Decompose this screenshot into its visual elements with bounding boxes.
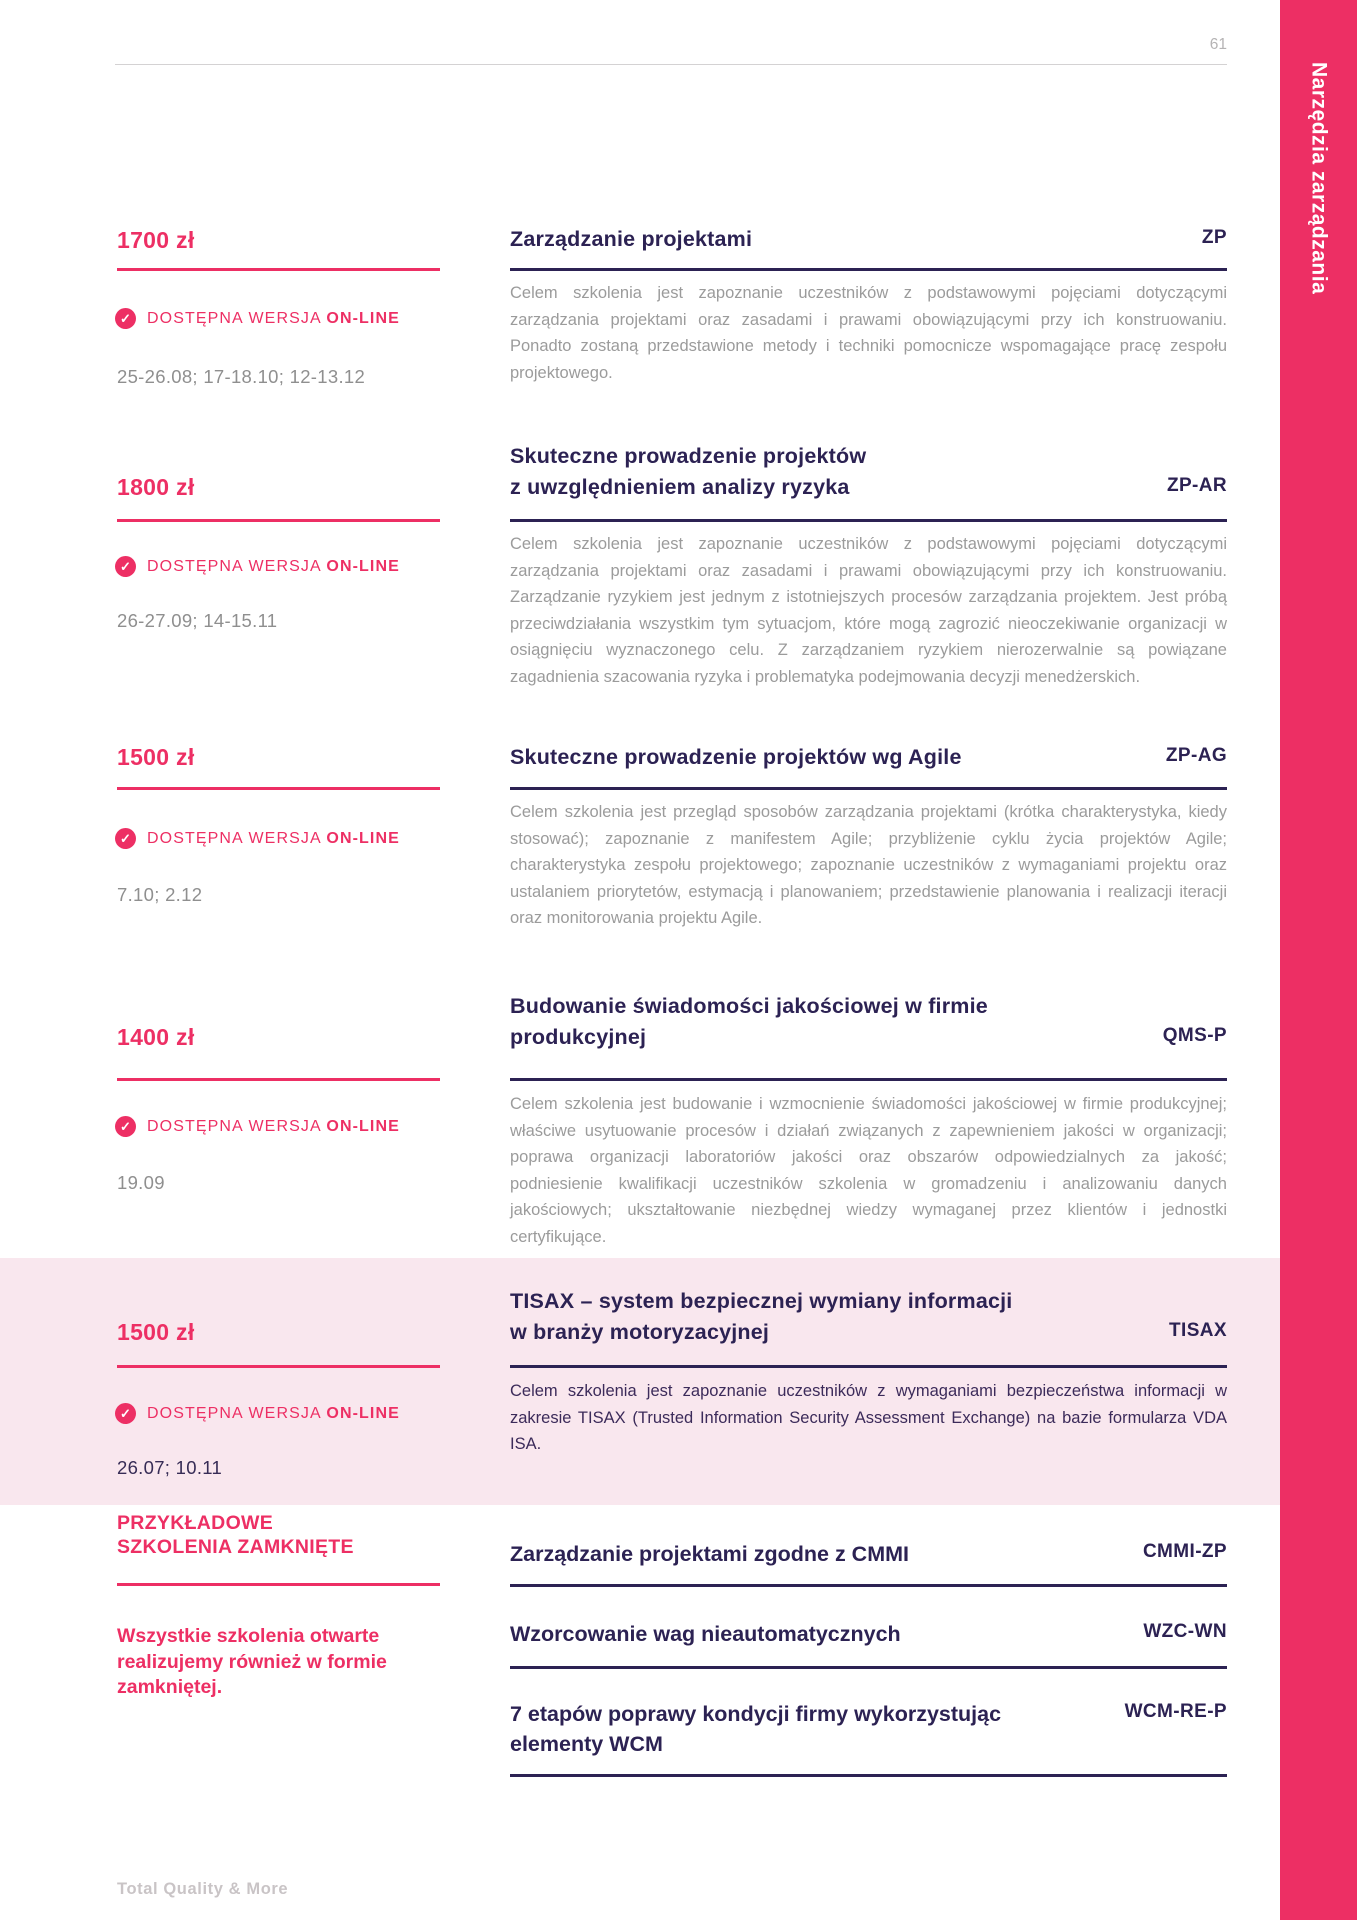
price-divider (117, 268, 440, 271)
check-icon: ✓ (115, 828, 136, 849)
price-divider (117, 787, 440, 790)
availability-label: DOSTĘPNA WERSJA ON-LINE (147, 829, 400, 847)
course-dates: 25-26.08; 17-18.10; 12-13.12 (117, 366, 366, 387)
check-icon: ✓ (115, 1116, 136, 1137)
course-price: 1700 zł (117, 227, 195, 253)
course-code: ZP-AR (1166, 475, 1227, 496)
availability-row (115, 556, 400, 577)
check-icon: ✓ (115, 1403, 136, 1424)
category-label: Narzędzia zarządzania (1307, 62, 1331, 295)
course-title: Skuteczne prowadzenie projektów z uwzględnieniem analizy ryzyka (510, 444, 867, 499)
course-dates: 19.09 (117, 1172, 165, 1193)
title-divider (510, 1365, 1227, 1368)
closed-training-code: WZC-WN (1143, 1621, 1227, 1642)
course-dates: 26.07; 10.11 (117, 1457, 223, 1478)
course-description: Celem szkolenia jest zapoznanie uczestników z wymaganiami bezpieczeństwa informacji w zakresie TISAX (Trusted Information Security Assessment Exchange) na bazie formularza VDA ISA. (510, 1382, 1227, 1454)
course-price: 1500 zł (117, 1319, 195, 1345)
course-code: ZP-AG (1165, 745, 1227, 766)
category-sidebar (1280, 0, 1357, 1920)
course-title: Zarządzanie projektami (510, 227, 753, 251)
closed-training-code: WCM-RE-P (1124, 1701, 1227, 1722)
course-description: Celem szkolenia jest zapoznanie uczestników z podstawowymi pojęciami dotyczącymi zarządzania projektami oraz zasadami i prawami obowiązującymi przy ich konstruowaniu. Zarządzanie ryzykiem jest jednym z istotniejszych procesów zarządzania projektem. Jest próbą przeciwdziałania wszystkim tym sytuacjom, które mogą zagrozić nieoczekiwanie organizacji w osiągnięciu wyznaczonego celu. Z zarządzaniem ryzykiem nierozerwalnie są powiązane zagadnienia szacowania ryzyka i problematyka podejmowania decyzji menedżerskich. (510, 535, 1227, 686)
title-divider (510, 1078, 1227, 1081)
closed-training-code: CMMI-ZP (1142, 1541, 1227, 1562)
title-divider (510, 787, 1227, 790)
price-divider (117, 1365, 440, 1368)
row-divider (510, 1666, 1227, 1669)
availability-row (115, 828, 400, 849)
course-title: Budowanie świadomości jakościowej w firmie produkcyjnej (510, 994, 988, 1049)
course-code: QMS-P (1162, 1025, 1227, 1046)
availability-row (115, 308, 400, 329)
title-divider (510, 519, 1227, 522)
course-code: ZP (1201, 227, 1227, 248)
row-divider (510, 1774, 1227, 1777)
closed-training-title: Wzorcowanie wag nieautomatycznych (510, 1622, 901, 1646)
course-dates: 26-27.09; 14-15.11 (117, 610, 278, 631)
header-rule (115, 64, 1227, 65)
check-icon: ✓ (115, 308, 136, 329)
closed-trainings-note: Wszystkie szkolenia otwarte realizujemy również w formie zamkniętej. (117, 1625, 387, 1698)
availability-label: DOSTĘPNA WERSJA ON-LINE (147, 1404, 400, 1422)
course-price: 1400 zł (117, 1024, 195, 1050)
closed-training-title: 7 etapów poprawy kondycji firmy wykorzystując elementy WCM (510, 1702, 1002, 1756)
availability-row (115, 1403, 400, 1424)
course-code: TISAX (1169, 1320, 1227, 1341)
course-dates: 7.10; 2.12 (117, 884, 203, 905)
footer-brand: Total Quality & More (117, 1880, 289, 1898)
page-number: 61 (1209, 36, 1227, 53)
course-description: Celem szkolenia jest zapoznanie uczestników z podstawowymi pojęciami dotyczącymi zarządzania projektami oraz zasadami i prawami obowiązującymi przy ich konstruowaniu. Ponadto zostaną przedstawione metody i techniki pomocnicze wspomagające pracę zespołu projektowego. (510, 284, 1227, 382)
availability-label: DOSTĘPNA WERSJA ON-LINE (147, 557, 400, 575)
price-divider (117, 1078, 440, 1081)
course-description: Celem szkolenia jest przegląd sposobów zarządzania projektami (krótka charakterystyka, kiedy stosować); zapoznanie z manifestem Agile; przybliżenie cyklu życia projektów Agile; charakterystyka zespołu projektowego; zapoznanie uczestników z wymaganiami projektu oraz ustalaniem priorytetów, estymacją i planowaniem; przedstawienie planowania i realizacji iteracji oraz monitorowania projektu Agile. (510, 803, 1227, 928)
course-title: Skuteczne prowadzenie projektów wg Agile (510, 745, 962, 769)
availability-row (115, 1116, 400, 1137)
price-divider (117, 519, 440, 522)
closed-training-title: Zarządzanie projektami zgodne z CMMI (510, 1542, 909, 1566)
closed-trainings-heading: PRZYKŁADOWE SZKOLENIA ZAMKNIĘTE (117, 1512, 354, 1558)
section-divider (117, 1583, 440, 1586)
course-title: TISAX – system bezpiecznej wymiany informacji w branży motoryzacyjnej (510, 1289, 1013, 1344)
row-divider (510, 1584, 1227, 1587)
title-divider (510, 268, 1227, 271)
course-description: Celem szkolenia jest budowanie i wzmocnienie świadomości jakościowej w firmie produkcyjnej; właściwe usytuowanie procesów i działań związanych z zapewnieniem jakości w organizacji; poprawa organizacji laboratoriów jakości oraz obszarów odpowiedzialnych za jakość; podniesienie kwalifikacji uczestników szkolenia w gromadzeniu i analizowaniu danych jakościowych; ukształtowanie niezbędnej wiedzy wymaganej przez klientów i jednostki certyfikujące. (510, 1095, 1227, 1246)
course-price: 1800 zł (117, 474, 195, 500)
course-price: 1500 zł (117, 744, 195, 770)
check-icon: ✓ (115, 556, 136, 577)
availability-label: DOSTĘPNA WERSJA ON-LINE (147, 1117, 400, 1135)
availability-label: DOSTĘPNA WERSJA ON-LINE (147, 309, 400, 327)
